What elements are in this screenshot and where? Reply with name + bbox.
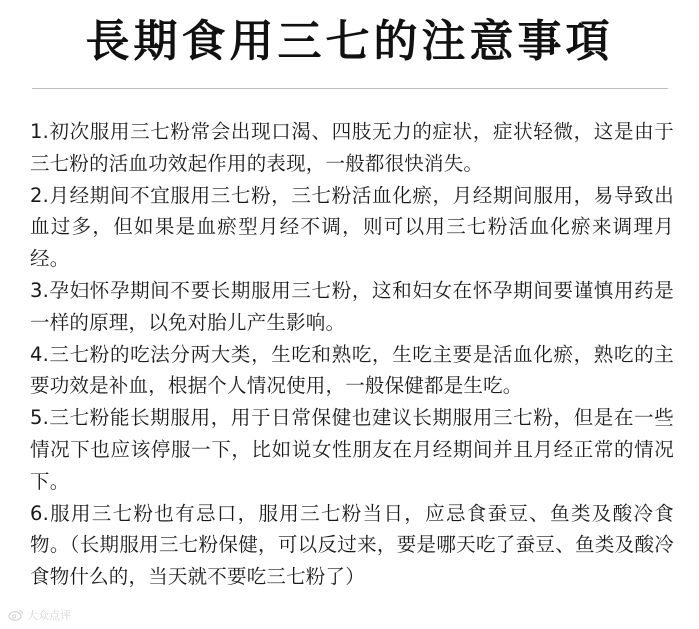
watermark-text: 大众点评: [27, 609, 71, 622]
list-item: 6.服用三七粉也有忌口，服用三七粉当日，应忌食蚕豆、鱼类及酸冷食物。（长期服用三七粉保健，可以反过来，要是哪天吃了蚕豆、鱼类及酸冷食物什么的，当天就不要吃三七粉了）: [30, 501, 674, 589]
page-title: 長期食用三七的注意事項: [85, 16, 614, 67]
list-item: 4.三七粉的吃法分两大类，生吃和熟吃，生吃主要是活血化瘀，熟吃的主要功效是补血，根据个人情况使用，一般保健都是生吃。: [30, 342, 674, 398]
title-divider: [32, 88, 668, 89]
watermark: [8, 607, 71, 623]
weibo-logo-icon: [8, 609, 24, 621]
list-item: 5.三七粉能长期服用，用于日常保健也建议长期服用三七粉，但是在一些情况下也应该停服一下，比如说女性朋友在月经期间并且月经正常的情况下。: [30, 406, 674, 493]
list-item: 1.初次服用三七粉常会出现口渴、四肢无力的症状，症状轻微，这是由于三七粉的活血功效起作用的表现，一般都很快消失。: [30, 120, 674, 175]
list-item: 2.月经期间不宜服用三七粉，三七粉活血化瘀，月经期间服用，易导致出血过多，但如果是血瘀型月经不调，则可以用三七粉活血化瘀来调理月经。: [30, 183, 674, 271]
list-item: 3.孕妇怀孕期间不要长期服用三七粉，这和妇女在怀孕期间要谨慎用药是一样的原理，以免对胎儿产生影响。: [30, 278, 674, 334]
notice-list: [30, 116, 674, 593]
